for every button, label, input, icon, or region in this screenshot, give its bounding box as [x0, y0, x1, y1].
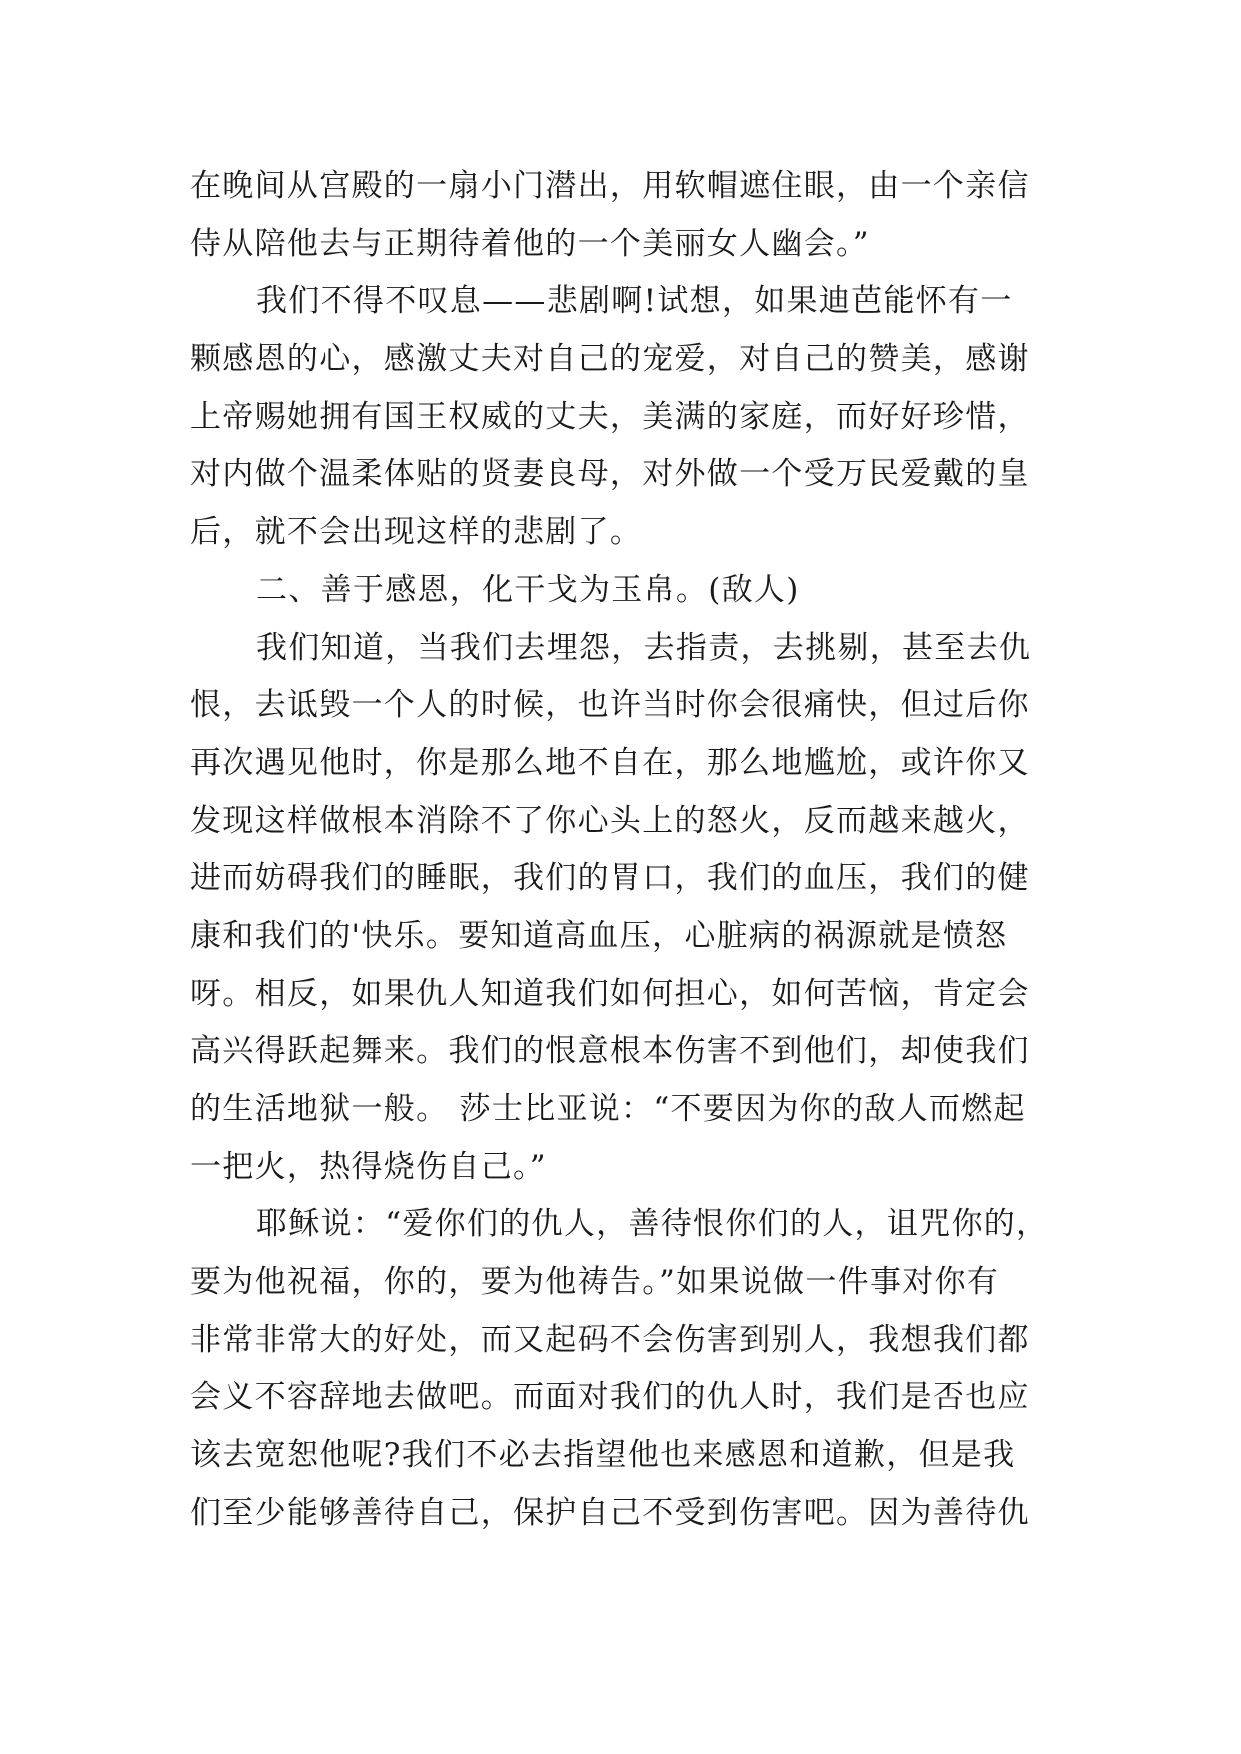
- text-line: 恨，去诋毁一个人的时候，也许当时你会很痛快，但过后你: [190, 687, 1030, 724]
- text-line: 进而妨碍我们的睡眠，我们的胃口，我们的血压，我们的健: [190, 860, 1030, 897]
- section-heading: [190, 562, 1056, 620]
- text-line: 康和我们的'快乐。要知道高血压，心脏病的祸源就是愤怒: [190, 917, 1008, 954]
- text-line: 会义不容辞地去做吧。而面对我们的仇人时，我们是否也应: [190, 1379, 1030, 1416]
- text-line: 在晚间从宫殿的一扇小门潜出，用软帽遮住眼，由一个亲信: [190, 168, 1030, 204]
- text-line: 发现这样做根本消除不了你心头上的怒火，反而越来越火，: [190, 802, 1030, 839]
- heading-line: 二、善于感恩，化干戈为玉帛。(敌人): [256, 571, 800, 608]
- text-line: 耶稣说：“爱你们的仇人，善待恨你们的人，诅咒你的，: [256, 1206, 1049, 1243]
- text-line: 再次遇见他时，你是那么地不自在，那么地尴尬，或许你又: [190, 744, 1030, 781]
- text-line: 一把火，热得烧伤自己。”: [190, 1148, 547, 1185]
- paragraph-4: [190, 1196, 1056, 1542]
- paragraph-3: [190, 620, 1056, 1197]
- text-line: 我们知道，当我们去埋怨，去指责，去挑剔，甚至去仇: [256, 629, 1032, 666]
- text-line: 对内做个温柔体贴的贤妻良母，对外做一个受万民爱戴的皇: [190, 456, 1030, 493]
- text-line: 上帝赐她拥有国王权威的丈夫，美满的家庭，而好好珍惜，: [190, 398, 1030, 435]
- text-line: 侍从陪他去与正期待着他的一个美丽女人幽会。”: [190, 225, 870, 262]
- paragraph-2: [190, 273, 1056, 561]
- text-line: 们至少能够善待自己，保护自己不受到伤害吧。因为善待仇: [190, 1494, 1030, 1531]
- paragraph-1: [190, 158, 1056, 273]
- text-line: 的生活地狱一般。 莎士比亚说：“不要因为你的敌人而燃起: [190, 1091, 1026, 1127]
- text-line: 非常非常大的好处，而又起码不会伤害到别人，我想我们都: [190, 1321, 1030, 1358]
- text-line: 要为他祝福，你的，要为他祷告。”如果说做一件事对你有: [190, 1264, 1000, 1301]
- document-body: [190, 158, 1056, 1543]
- text-line: 高兴得跃起舞来。我们的恨意根本伤害不到他们，却使我们: [190, 1033, 1030, 1070]
- text-line: 我们不得不叹息——悲剧啊!试想，如果迪芭能怀有一: [256, 283, 1013, 320]
- text-line: 呀。相反，如果仇人知道我们如何担心，如何苦恼，肯定会: [190, 975, 1030, 1012]
- text-line: 该去宽恕他呢?我们不必去指望他也来感恩和道歉，但是我: [190, 1437, 1016, 1474]
- text-line: 后，就不会出现这样的悲剧了。: [190, 514, 643, 551]
- text-line: 颗感恩的心，感激丈夫对自己的宠爱，对自己的赞美，感谢: [190, 341, 1030, 378]
